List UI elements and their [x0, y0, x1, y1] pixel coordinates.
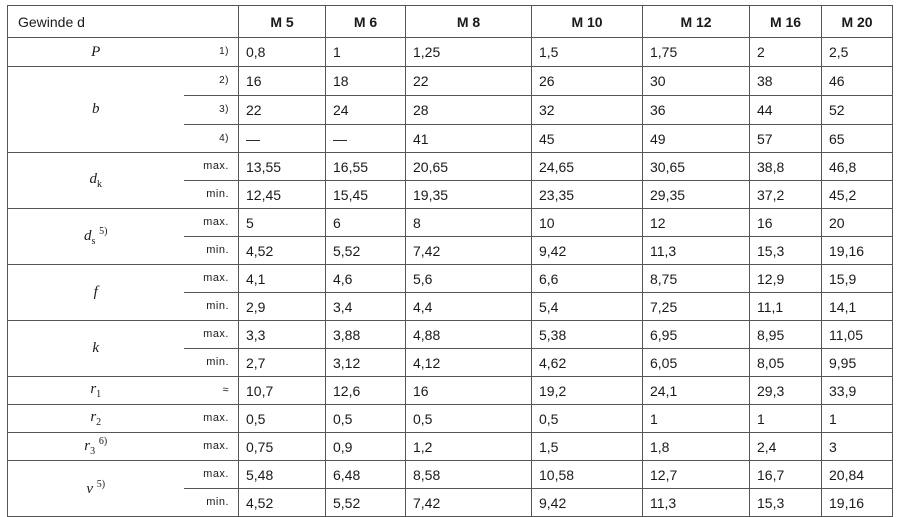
footnote-marker: 3) — [184, 96, 239, 125]
param-name-ds — [8, 209, 184, 265]
value-cell: 6,05 — [643, 349, 750, 377]
value-cell: 45,2 — [822, 181, 893, 209]
value-cell: 5,4 — [532, 293, 643, 321]
value-cell: 5,6 — [406, 265, 532, 293]
value-cell: 5,38 — [532, 321, 643, 349]
value-cell: 30,65 — [643, 153, 750, 181]
value-cell: 8,58 — [406, 461, 532, 489]
value-cell: 26 — [532, 67, 643, 96]
value-cell: 4,52 — [239, 237, 326, 265]
footnote-marker: 2) — [184, 67, 239, 96]
value-cell: 16 — [239, 67, 326, 96]
value-cell: 19,35 — [406, 181, 532, 209]
value-cell: 9,42 — [532, 237, 643, 265]
param-symbol: b — [92, 101, 100, 117]
value-cell: 1,5 — [532, 433, 643, 461]
value-cell: 19,16 — [822, 489, 893, 517]
value-cell: 13,55 — [239, 153, 326, 181]
thread-dimension-table — [7, 5, 893, 517]
param-subscript: s — [91, 235, 96, 247]
value-cell: 28 — [406, 96, 532, 125]
param-symbol: d — [84, 227, 92, 244]
value-cell: 8 — [406, 209, 532, 237]
value-cell: 0,5 — [326, 405, 406, 433]
value-cell: 4,1 — [239, 265, 326, 293]
value-cell: 57 — [750, 125, 822, 153]
param-symbol: d — [89, 170, 97, 187]
row-b-2 — [8, 67, 893, 96]
value-cell: 29,35 — [643, 181, 750, 209]
value-cell: 3,88 — [326, 321, 406, 349]
value-cell: 19,2 — [532, 377, 643, 405]
value-cell: 18 — [326, 67, 406, 96]
header-size-m8: M 8 — [406, 6, 532, 38]
value-cell: 14,1 — [822, 293, 893, 321]
value-cell: 15,45 — [326, 181, 406, 209]
value-cell: 12 — [643, 209, 750, 237]
value-cell: 16 — [406, 377, 532, 405]
value-cell: 38 — [750, 67, 822, 96]
row-ds-max — [8, 209, 893, 237]
limit-label: max. — [184, 321, 239, 349]
value-cell: 33,9 — [822, 377, 893, 405]
header-label — [8, 6, 239, 38]
value-cell: 20 — [822, 209, 893, 237]
value-cell: 11,05 — [822, 321, 893, 349]
limit-label: max. — [184, 209, 239, 237]
value-cell: 6,48 — [326, 461, 406, 489]
limit-label: ≈ — [184, 377, 239, 405]
dimension-table-sheet — [7, 5, 892, 513]
value-cell: 6 — [326, 209, 406, 237]
value-cell: 20,65 — [406, 153, 532, 181]
value-cell: 11,1 — [750, 293, 822, 321]
row-v-max — [8, 461, 893, 489]
value-cell: 0,75 — [239, 433, 326, 461]
value-cell: 12,6 — [326, 377, 406, 405]
value-cell: 4,12 — [406, 349, 532, 377]
row-r3 — [8, 433, 893, 461]
value-cell: 10,7 — [239, 377, 326, 405]
value-cell: 36 — [643, 96, 750, 125]
param-name-r3 — [8, 433, 184, 461]
param-subscript: 2 — [96, 416, 102, 428]
value-cell: 8,95 — [750, 321, 822, 349]
row-r2 — [8, 405, 893, 433]
header-label-text: Gewinde d — [18, 13, 85, 30]
value-cell: 2,4 — [750, 433, 822, 461]
value-cell: 22 — [406, 67, 532, 96]
value-cell: 3,4 — [326, 293, 406, 321]
value-cell: 1,5 — [532, 38, 643, 67]
footnote-marker: 4) — [184, 125, 239, 153]
value-cell: 4,62 — [532, 349, 643, 377]
param-symbol: r — [84, 437, 91, 454]
value-cell: 0,5 — [406, 405, 532, 433]
value-cell: 46,8 — [822, 153, 893, 181]
param-subscript: 3 — [90, 445, 96, 457]
value-cell: 19,16 — [822, 237, 893, 265]
value-cell: 15,3 — [750, 237, 822, 265]
value-cell: 16,55 — [326, 153, 406, 181]
value-cell: 9,42 — [532, 489, 643, 517]
value-cell: 11,3 — [643, 237, 750, 265]
header-size-m5: M 5 — [239, 6, 326, 38]
value-cell: 6,95 — [643, 321, 750, 349]
value-cell: 0,5 — [532, 405, 643, 433]
value-cell: 24,1 — [643, 377, 750, 405]
param-name-v — [8, 461, 184, 517]
header-size-m12: M 12 — [643, 6, 750, 38]
param-symbol: P — [91, 43, 101, 60]
value-cell: 16,7 — [750, 461, 822, 489]
value-cell: 5 — [239, 209, 326, 237]
row-r1 — [8, 377, 893, 405]
limit-label: max. — [184, 405, 239, 433]
value-cell: 5,48 — [239, 461, 326, 489]
value-cell: 4,52 — [239, 489, 326, 517]
param-footnote: 5) — [99, 225, 108, 237]
footnote-marker: 1) — [184, 38, 239, 67]
value-cell: 0,9 — [326, 433, 406, 461]
value-cell: 1,25 — [406, 38, 532, 67]
limit-label: min. — [184, 181, 239, 209]
value-cell: 6,6 — [532, 265, 643, 293]
header-row — [8, 6, 893, 38]
value-cell: 22 — [239, 96, 326, 125]
value-cell: 15,9 — [822, 265, 893, 293]
value-cell: 2,9 — [239, 293, 326, 321]
value-cell: 52 — [822, 96, 893, 125]
value-cell: 24,65 — [532, 153, 643, 181]
value-cell: 1 — [822, 405, 893, 433]
header-size-m6: M 6 — [326, 6, 406, 38]
param-name-r2 — [8, 405, 184, 433]
value-cell: 37,2 — [750, 181, 822, 209]
param-symbol: r — [90, 380, 97, 397]
value-cell: 2,5 — [822, 38, 893, 67]
value-cell: 41 — [406, 125, 532, 153]
limit-label: min. — [184, 237, 239, 265]
param-subscript: k — [97, 178, 102, 190]
value-cell: 30 — [643, 67, 750, 96]
param-name-b — [8, 67, 184, 153]
value-cell: 1 — [750, 405, 822, 433]
value-cell: 1,8 — [643, 433, 750, 461]
value-cell: 29,3 — [750, 377, 822, 405]
value-cell: 0,8 — [239, 38, 326, 67]
value-cell: 9,95 — [822, 349, 893, 377]
param-name-p — [8, 38, 184, 67]
value-cell: 7,42 — [406, 489, 532, 517]
header-size-m20: M 20 — [822, 6, 893, 38]
limit-label: max. — [184, 265, 239, 293]
row-dk-max — [8, 153, 893, 181]
value-cell: 46 — [822, 67, 893, 96]
value-cell: 4,88 — [406, 321, 532, 349]
value-cell: 3 — [822, 433, 893, 461]
param-subscript: 1 — [96, 388, 102, 400]
value-cell: 23,35 — [532, 181, 643, 209]
value-cell: 1 — [643, 405, 750, 433]
value-cell: 5,52 — [326, 237, 406, 265]
value-cell: 12,7 — [643, 461, 750, 489]
row-k-max — [8, 321, 893, 349]
value-cell: — — [239, 125, 326, 153]
value-cell: 7,25 — [643, 293, 750, 321]
param-symbol: k — [92, 340, 100, 356]
value-cell: 15,3 — [750, 489, 822, 517]
limit-label: min. — [184, 349, 239, 377]
row-f-max — [8, 265, 893, 293]
value-cell: 5,52 — [326, 489, 406, 517]
value-cell: 12,45 — [239, 181, 326, 209]
limit-label: max. — [184, 433, 239, 461]
value-cell: — — [326, 125, 406, 153]
value-cell: 24 — [326, 96, 406, 125]
value-cell: 8,75 — [643, 265, 750, 293]
header-size-m16: M 16 — [750, 6, 822, 38]
value-cell: 49 — [643, 125, 750, 153]
value-cell: 20,84 — [822, 461, 893, 489]
value-cell: 0,5 — [239, 405, 326, 433]
value-cell: 1,2 — [406, 433, 532, 461]
limit-label: max. — [184, 461, 239, 489]
param-name-f — [8, 265, 184, 321]
param-name-k — [8, 321, 184, 377]
value-cell: 12,9 — [750, 265, 822, 293]
value-cell: 4,6 — [326, 265, 406, 293]
param-symbol: f — [93, 284, 98, 300]
value-cell: 44 — [750, 96, 822, 125]
value-cell: 2 — [750, 38, 822, 67]
value-cell: 10,58 — [532, 461, 643, 489]
value-cell: 3,12 — [326, 349, 406, 377]
param-name-r1 — [8, 377, 184, 405]
value-cell: 1 — [326, 38, 406, 67]
value-cell: 45 — [532, 125, 643, 153]
param-footnote: 6) — [98, 435, 108, 447]
limit-label: min. — [184, 293, 239, 321]
value-cell: 38,8 — [750, 153, 822, 181]
value-cell: 16 — [750, 209, 822, 237]
value-cell: 1,75 — [643, 38, 750, 67]
value-cell: 11,3 — [643, 489, 750, 517]
param-symbol: r — [90, 408, 97, 425]
param-footnote: 5) — [96, 479, 106, 490]
value-cell: 65 — [822, 125, 893, 153]
limit-label: max. — [184, 153, 239, 181]
value-cell: 10 — [532, 209, 643, 237]
value-cell: 32 — [532, 96, 643, 125]
param-symbol: v — [86, 481, 94, 497]
row-p — [8, 38, 893, 67]
value-cell: 2,7 — [239, 349, 326, 377]
param-name-dk — [8, 153, 184, 209]
value-cell: 4,4 — [406, 293, 532, 321]
value-cell: 7,42 — [406, 237, 532, 265]
limit-label: min. — [184, 489, 239, 517]
value-cell: 8,05 — [750, 349, 822, 377]
header-size-m10: M 10 — [532, 6, 643, 38]
value-cell: 3,3 — [239, 321, 326, 349]
